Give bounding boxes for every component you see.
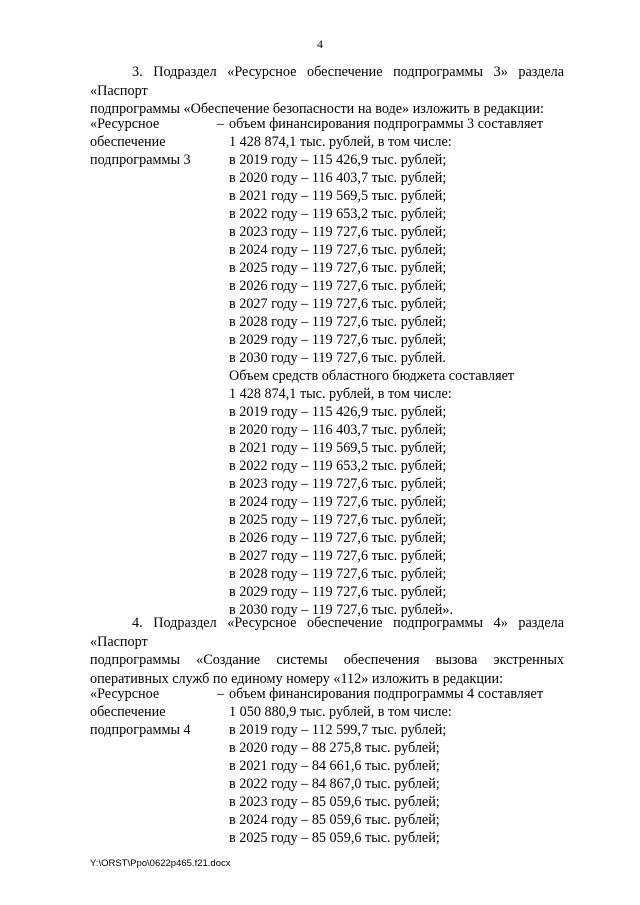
section4-value-line: в 2020 году – 88 275,8 тыс. рублей; bbox=[229, 740, 440, 756]
section3-value-line: в 2020 году – 116 403,7 тыс. рублей; bbox=[229, 422, 447, 438]
section3-value-line: объем финансирования подпрограммы 3 составляет bbox=[229, 116, 544, 132]
footer-file-path: Y:\ORST\Ppo\0622p465.f21.docx bbox=[90, 858, 231, 869]
section3-label-line: подпрограммы 3 bbox=[90, 152, 191, 168]
section4-value-line: в 2019 году – 112 599,7 тыс. рублей; bbox=[229, 722, 447, 738]
section4-intro-line: подпрограммы «Создание системы обеспечения вызова экстренных bbox=[90, 652, 564, 668]
section3-value-line: в 2030 году – 119 727,6 тыс. рублей». bbox=[229, 602, 453, 618]
section4-label-line: подпрограммы 4 bbox=[90, 722, 191, 738]
section3-value-line: в 2027 году – 119 727,6 тыс. рублей; bbox=[229, 296, 447, 312]
section3-values bbox=[229, 115, 569, 619]
section4-value-line: в 2023 году – 85 059,6 тыс. рублей; bbox=[229, 794, 440, 810]
section3-value-line: в 2030 году – 119 727,6 тыс. рублей. bbox=[229, 350, 446, 366]
section4-intro-line: 4. Подраздел «Ресурсное обеспечение подпрограммы 4» раздела «Паспорт bbox=[90, 615, 564, 650]
section4-label-line: «Ресурсное bbox=[90, 686, 160, 702]
section3-resource-block bbox=[90, 115, 564, 618]
section3-value-line: в 2019 году – 115 426,9 тыс. рублей; bbox=[229, 152, 447, 168]
section3-value-line: в 2024 году – 119 727,6 тыс. рублей; bbox=[229, 242, 447, 258]
section3-value-line: в 2021 году – 119 569,5 тыс. рублей; bbox=[229, 440, 447, 456]
section3-value-line: 1 428 874,1 тыс. рублей, в том числе: bbox=[229, 134, 452, 150]
section3-value-line: в 2020 году – 116 403,7 тыс. рублей; bbox=[229, 170, 447, 186]
section3-value-line: в 2026 году – 119 727,6 тыс. рублей; bbox=[229, 530, 447, 546]
section3-value-line: в 2028 году – 119 727,6 тыс. рублей; bbox=[229, 314, 447, 330]
section3-value-line: в 2022 году – 119 653,2 тыс. рублей; bbox=[229, 458, 447, 474]
section3-dash: – bbox=[217, 116, 225, 132]
section3-value-line: в 2019 году – 115 426,9 тыс. рублей; bbox=[229, 404, 447, 420]
section4-label bbox=[90, 685, 212, 739]
section3-label-line: «Ресурсное bbox=[90, 116, 160, 132]
section4-value-line: в 2024 году – 85 059,6 тыс. рублей; bbox=[229, 812, 440, 828]
page-number: 4 bbox=[317, 37, 323, 51]
section3-value-line: в 2029 году – 119 727,6 тыс. рублей; bbox=[229, 332, 447, 348]
section3-value-line: в 2024 году – 119 727,6 тыс. рублей; bbox=[229, 494, 447, 510]
section3-label bbox=[90, 115, 212, 169]
section3-value-line: в 2023 году – 119 727,6 тыс. рублей; bbox=[229, 476, 447, 492]
section3-value-line: в 2025 году – 119 727,6 тыс. рублей; bbox=[229, 260, 447, 276]
section3-value-line: Объем средств областного бюджета составляет bbox=[229, 368, 515, 384]
section4-resource-block bbox=[90, 685, 564, 855]
section3-value-line: в 2027 году – 119 727,6 тыс. рублей; bbox=[229, 548, 447, 564]
section4-label-line: обеспечение bbox=[90, 704, 166, 720]
section4-values bbox=[229, 685, 569, 847]
section3-intro-line: 3. Подраздел «Ресурсное обеспечение подпрограммы 3» раздела «Паспорт bbox=[90, 64, 564, 99]
section3-value-line: в 2028 году – 119 727,6 тыс. рублей; bbox=[229, 566, 447, 582]
section3-intro-line: подпрограммы «Обеспечение безопасности на воде» изложить в редакции: bbox=[90, 101, 544, 117]
section4-intro bbox=[90, 614, 564, 688]
section3-value-line: в 2022 году – 119 653,2 тыс. рублей; bbox=[229, 206, 447, 222]
section4-value-line: объем финансирования подпрограммы 4 составляет bbox=[229, 686, 544, 702]
section3-value-line: в 2025 году – 119 727,6 тыс. рублей; bbox=[229, 512, 447, 528]
section3-value-line: в 2023 году – 119 727,6 тыс. рублей; bbox=[229, 224, 447, 240]
section4-dash: – bbox=[217, 686, 225, 702]
section4-value-line: в 2021 году – 84 661,6 тыс. рублей; bbox=[229, 758, 440, 774]
section4-intro-line: оперативных служб по единому номеру «112» изложить в редакции: bbox=[90, 670, 504, 687]
section4-value-line: в 2025 году – 85 059,6 тыс. рублей; bbox=[229, 830, 440, 846]
section3-label-line: обеспечение bbox=[90, 134, 166, 150]
section4-value-line: 1 050 880,9 тыс. рублей, в том числе: bbox=[229, 704, 452, 720]
section3-value-line: в 2029 году – 119 727,6 тыс. рублей; bbox=[229, 584, 447, 600]
section4-value-line: в 2022 году – 84 867,0 тыс. рублей; bbox=[229, 776, 440, 792]
section3-value-line: в 2021 году – 119 569,5 тыс. рублей; bbox=[229, 188, 447, 204]
section3-intro bbox=[90, 63, 564, 119]
section3-value-line: 1 428 874,1 тыс. рублей, в том числе: bbox=[229, 386, 452, 402]
section3-value-line: в 2026 году – 119 727,6 тыс. рублей; bbox=[229, 278, 447, 294]
